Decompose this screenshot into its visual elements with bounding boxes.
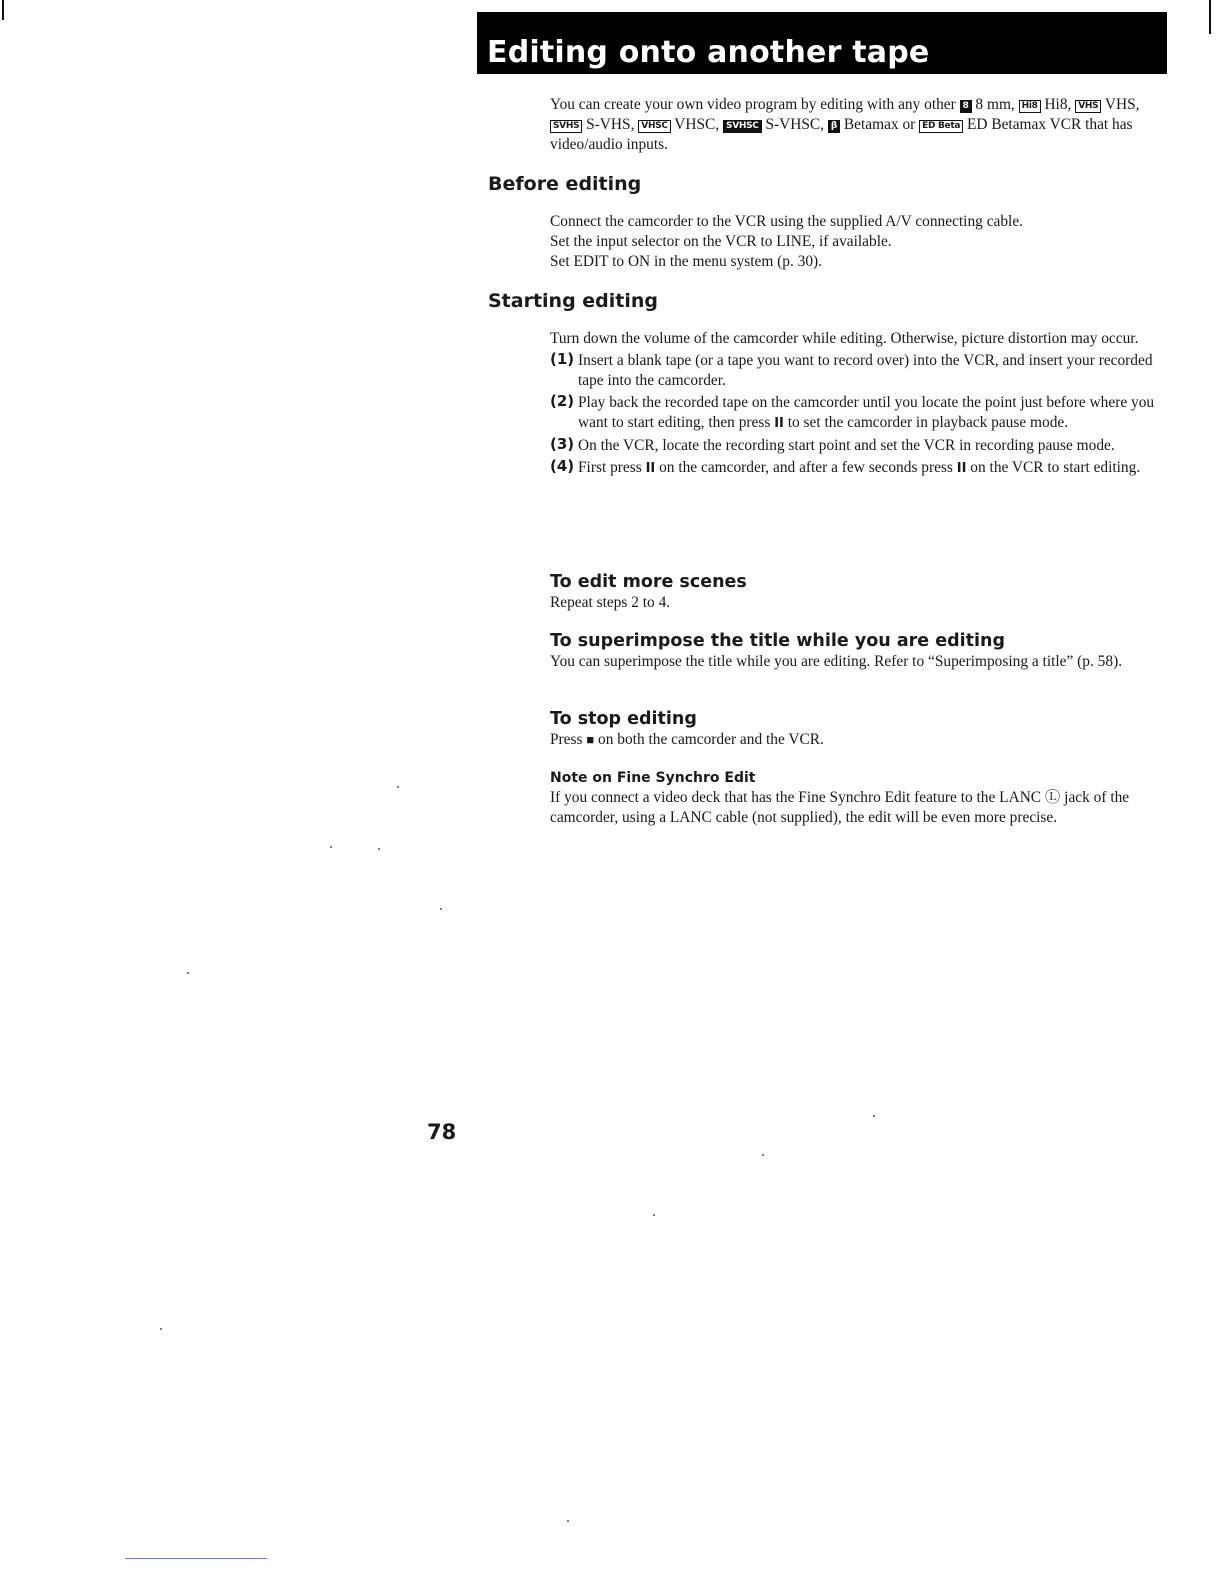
- scan-speck: [330, 846, 332, 848]
- format-vhsc-logo-icon: VHSC: [638, 120, 670, 133]
- stop-editing-block: [550, 708, 1170, 750]
- format-hi8-logo-icon: Hi8: [1019, 100, 1041, 113]
- starting-editing-intro: Turn down the volume of the camcorder while editing. Otherwise, picture distortion may occur.: [550, 330, 1139, 347]
- before-editing-line: Set the input selector on the VCR to LINE, if available.: [550, 233, 892, 250]
- note-heading: Note on Fine Synchro Edit: [550, 770, 756, 786]
- step-number: (4): [550, 457, 575, 475]
- edit-more-scenes-block: [550, 571, 1170, 613]
- section-heading-starting-editing: Starting editing: [488, 290, 659, 312]
- format-vhs-logo-icon: VHS: [1075, 100, 1101, 113]
- pause-icon: II: [645, 461, 656, 476]
- subheading-superimpose-title: To superimpose the title while you are editing: [550, 631, 1005, 651]
- before-editing-line: Connect the camcorder to the VCR using the supplied A/V connecting cable.: [550, 213, 1024, 230]
- superimpose-text: You can superimpose the title while you are editing. Refer to “Superimposing a title” (p. 58).: [550, 653, 1123, 670]
- scan-speck: [440, 908, 442, 910]
- title-bar: [477, 12, 1167, 74]
- scan-speck: [873, 1115, 875, 1117]
- pause-icon: II: [956, 461, 967, 476]
- page-number: 78: [427, 1120, 457, 1144]
- footer-rule: [125, 1558, 267, 1559]
- superimpose-block: [550, 630, 1170, 672]
- step-item: (2) Play back the recorded tape on the camcorder until you locate the point just before where you want to start editing, then press II to set the camcorder in playback pause mode.: [550, 392, 1155, 431]
- step-text: On the VCR, locate the recording start point and set the VCR in recording pause mode.: [578, 437, 1115, 454]
- stop-editing-text: Press ■ on both the camcorder and the VCR.: [550, 731, 824, 748]
- scan-edge-mark-left: [2, 0, 4, 20]
- edit-more-scenes-text: Repeat steps 2 to 4.: [550, 594, 671, 611]
- note-block: [550, 768, 1170, 828]
- lanc-jack-icon: Ⓛ: [1044, 789, 1061, 806]
- note-text: If you connect a video deck that has the Fine Synchro Edit feature to the LANC Ⓛ jack of the camcorder, using a LANC cable (not supplied), the edit will be even more precise.: [550, 789, 1130, 826]
- format-8mm-logo-icon: 8: [960, 100, 972, 113]
- scan-speck: [762, 1154, 764, 1156]
- before-editing-line: Set EDIT to ON in the menu system (p. 30).: [550, 253, 823, 270]
- scan-edge-mark-right: [1209, 0, 1211, 34]
- format-svhs-logo-icon: SVHS: [550, 120, 582, 133]
- step-item: (4) First press II on the camcorder, and after a few seconds press II on the VCR to start editing.: [550, 457, 1141, 476]
- section-heading-before-editing: Before editing: [488, 173, 642, 195]
- scan-speck: [653, 1214, 655, 1216]
- pause-icon: II: [774, 416, 784, 431]
- format-svhsc-logo-icon: SVHSC: [723, 120, 762, 133]
- scan-speck: [397, 786, 399, 788]
- stop-icon: ■: [586, 732, 595, 747]
- scan-speck: [378, 848, 380, 850]
- step-number: (3): [550, 435, 575, 453]
- format-betamax-logo-icon: β: [828, 120, 840, 133]
- scan-speck: [567, 1520, 569, 1522]
- subheading-edit-more-scenes: To edit more scenes: [550, 572, 747, 592]
- step-item: [550, 349, 1170, 391]
- intro-paragraph: You can create your own video program by editing with any other 8 8 mm, Hi8 Hi8, VHS VHS, SVHS S-VHS, VHSC VHSC, SVHSC S-VHSC, β Betamax or ED Beta ED Betamax VCR that has video/audio inputs.: [550, 96, 1140, 153]
- step-text: Insert a blank tape (or a tape you want to record over) into the VCR, and insert your recorded tape into the camcorder.: [578, 352, 1153, 389]
- page-title: Editing onto another tape: [487, 35, 930, 70]
- scan-speck: [187, 972, 189, 974]
- starting-editing-content: [550, 329, 1170, 479]
- step-number: (2): [550, 392, 575, 410]
- format-ed-betamax-logo-icon: ED Beta: [919, 120, 963, 133]
- editing-steps-list: [550, 349, 1170, 479]
- step-number: (1): [550, 350, 575, 368]
- before-editing-text: [550, 212, 1170, 272]
- step-item: [550, 434, 1170, 456]
- scan-speck: [160, 1328, 162, 1330]
- subheading-stop-editing: To stop editing: [550, 709, 697, 729]
